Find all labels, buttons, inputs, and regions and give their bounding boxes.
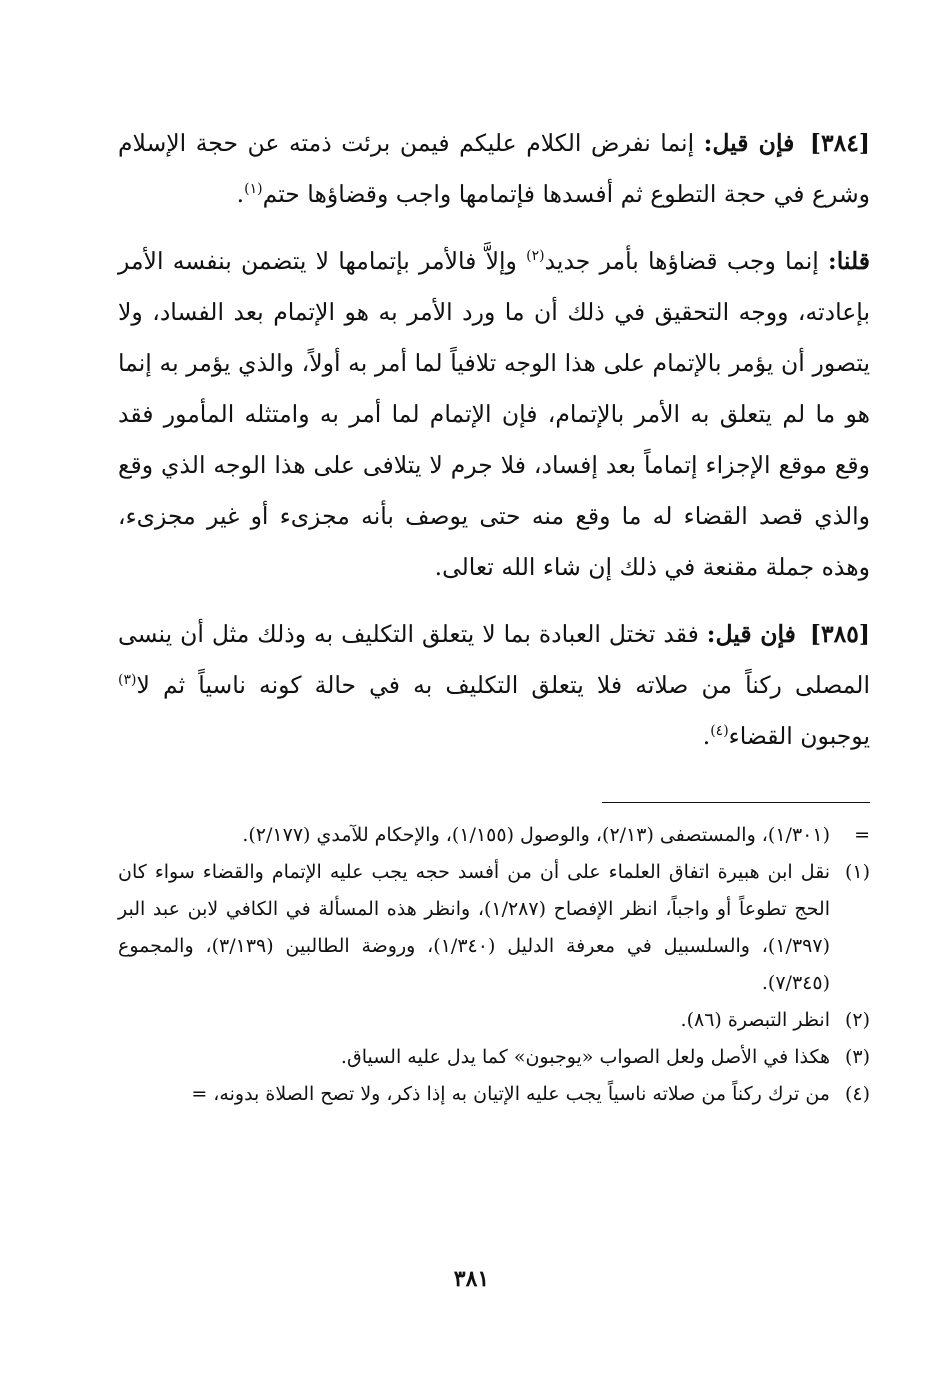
footnote-text: (١/٣٠١)، والمستصفى (٢/١٣)، والوصول (١/١٥٥)، والإحكام للآمدي (٢/١٧٧). (242, 824, 830, 846)
footnote-ref: (٤) (710, 723, 729, 740)
paragraph-text: إنما وجب قضاؤها بأمر جديد (544, 247, 819, 275)
footnote-continued (118, 817, 870, 854)
footnote-text: انظر التبصرة (٨٦). (680, 1009, 830, 1031)
page-body (118, 118, 870, 1113)
footnote-mark: = (854, 824, 870, 846)
footnote-2 (118, 1002, 870, 1039)
footnote-text: هكذا في الأصل ولعل الصواب «يوجبون» كما يدل عليه السياق. (340, 1046, 830, 1068)
footnote-mark: (٣) (844, 1046, 870, 1068)
footnote-1 (118, 854, 870, 1002)
footnote-separator (118, 762, 870, 817)
footnotes (118, 817, 870, 1113)
footnote-ref: (٣) (118, 672, 137, 689)
footnote-ref: (١) (244, 181, 263, 198)
paragraph-lead: فإن قيل: (703, 129, 795, 157)
page-number: ٣٨١ (453, 1266, 490, 1292)
footnote-text: من ترك ركناً من صلاته ناسياً يجب عليه الإتيان به إذا ذكر، ولا تصح الصلاة بدونه، = (191, 1083, 830, 1105)
footnote-3 (118, 1039, 870, 1076)
footnote-mark: (١) (844, 861, 870, 883)
paragraph-text: إنما نفرض الكلام عليكم فيمن برئت ذمته عن حجة الإسلام وشرع في حجة التطوع ثم أفسدها فإتمامها واجب وقضاؤها حتم (118, 129, 870, 208)
paragraph-lead: فإن قيل: (706, 620, 796, 648)
footnote-4 (118, 1076, 870, 1113)
footnote-ref: (٢) (526, 248, 545, 265)
footnote-mark: (٤) (844, 1083, 870, 1105)
paragraph-384 (118, 118, 870, 220)
footnote-text: نقل ابن هبيرة اتفاق العلماء على أن من أفسد حجه يجب عليه الإتمام والقضاء سواء كان الحج تطوعاً أو واجباً، انظر الإفصاح (١/٢٨٧)، وانظر هذه المسألة في الكافي لابن عبد البر (١/٣٩٧)، والسلسبيل في معرفة الدليل (١/٣٤٠)، وروضة الطالبين (٣/١٣٩)، والمجموع (٧/٣٤٥). (118, 861, 830, 994)
paragraph-385 (118, 609, 870, 762)
paragraph-number: [٣٨٤] (809, 129, 870, 157)
separator-line (602, 802, 870, 803)
paragraph-text: وإلاَّ فالأمر بإتمامها لا يتضمن بنفسه الأمر بإعادته، ووجه التحقيق في ذلك أن ما ورد الأمر به هو الإتمام بعد الفساد، ولا يتصور أن يؤمر بالإتمام على هذا الوجه تلافياً لما أمر به أولاً، والذي يؤمر به إنما هو ما لم يتعلق به الأمر بالإتمام، فإن الإتمام لما أمر به وامتثله المأمور فقد وقع موقع الإجزاء إتماماً بعد إفساد، فلا جرم لا يتلافى على هذا الوجه الذي وقع والذي قصد القضاء له ما وقع منه حتى يوصف بأنه مجزىء أو غير مجزىء، وهذه جملة مقنعة في ذلك إن شاء الله تعالى. (118, 247, 870, 581)
paragraph-number: [٣٨٥] (809, 620, 870, 648)
paragraph-lead: قلنا: (828, 247, 870, 275)
paragraph-text: يوجبون القضاء (728, 722, 870, 750)
paragraph-text: . (236, 180, 245, 208)
paragraph-text: . (702, 722, 711, 750)
paragraph-text: فقد تختل العبادة بما لا يتعلق التكليف به وذلك مثل أن ينسى المصلى ركناً من صلاته فلا يتعلق التكليف به في حالة كونه ناسياً ثم لا (118, 620, 870, 699)
footnote-mark: (٢) (844, 1009, 870, 1031)
paragraph-answer (118, 236, 870, 593)
